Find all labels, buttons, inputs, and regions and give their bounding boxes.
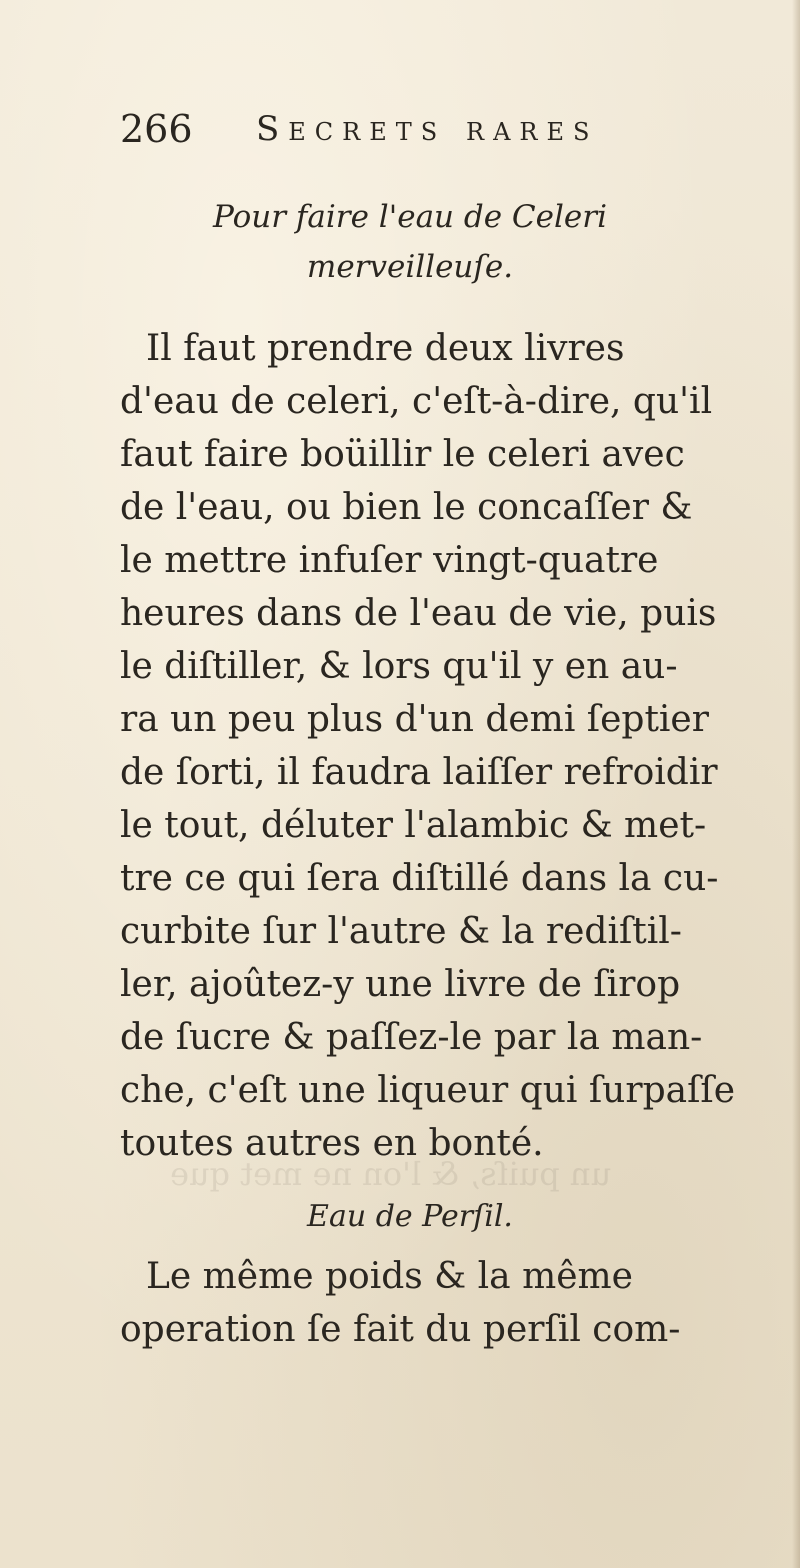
text-line: che, c'eſt une liqueur qui ſurpaſſe — [120, 1070, 736, 1111]
section-title-continued: merveilleuſe. — [306, 249, 514, 285]
text-line: heures dans de l'eau de vie, puis — [120, 593, 717, 634]
text-line: operation ſe fait du perſil com- — [120, 1309, 681, 1350]
text-line: Il faut prendre deux livres — [146, 328, 625, 369]
text-line: toutes autres en bonté. — [120, 1123, 544, 1164]
section-title: Pour faire l'eau de Celeri — [213, 199, 607, 235]
text-line: ler, ajoûtez-y une livre de ſirop — [120, 964, 681, 1005]
text-line: de l'eau, ou bien le concaſſer & — [120, 487, 693, 528]
paragraph-persil — [120, 1250, 760, 1356]
text-line: ra un peu plus d'un demi ſeptier — [120, 699, 709, 740]
text-line: d'eau de celeri, c'eſt-à-dire, qu'il — [120, 381, 713, 422]
text-line: faut faire boüillir le celeri avec — [120, 434, 685, 475]
text-line: le mettre infuſer vingt-quatre — [120, 540, 659, 581]
text-line: le diſtiller, & lors qu'il y en au- — [120, 646, 678, 687]
bleed-through-text: un puiſs, & l'on ne met que — [170, 1155, 612, 1193]
section-title-persil: Eau de Perſil. — [307, 1199, 513, 1234]
page-edge-shadow — [792, 0, 800, 1568]
paragraph-celeri — [120, 322, 760, 1170]
text-line: curbite ſur l'autre & la rediſtil- — [120, 911, 682, 952]
text-line: le tout, déluter l'alambic & met- — [120, 805, 707, 846]
page-number: 266 — [120, 107, 193, 151]
text-line: tre ce qui ſera diſtillé dans la cu- — [120, 858, 719, 899]
text-line: Le même poids & la même — [146, 1256, 633, 1297]
running-head: Secrets rares — [256, 109, 599, 149]
text-line: de ſorti, il faudra laiſſer refroidir — [120, 752, 718, 793]
page-header — [120, 104, 720, 164]
text-line: de ſucre & paſſez-le par la man- — [120, 1017, 703, 1058]
